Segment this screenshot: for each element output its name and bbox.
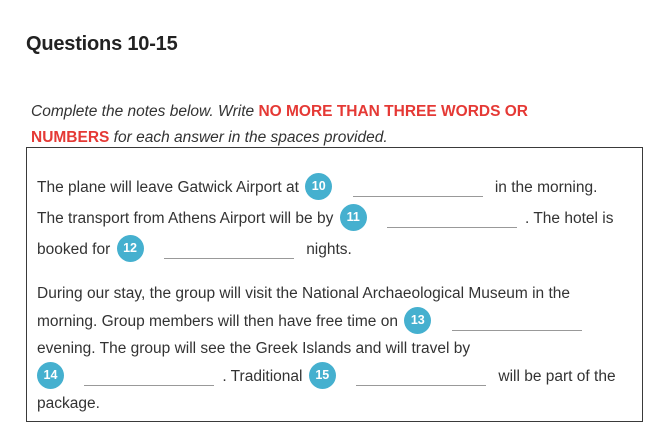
notes-line — [37, 172, 637, 203]
notes-paragraph-1 — [37, 172, 637, 265]
page-title: Questions 10-15 — [26, 33, 178, 55]
notes-line — [37, 234, 637, 265]
instructions — [31, 99, 631, 151]
answer-blank-15[interactable] — [356, 367, 486, 386]
question-number-12: 12 — [117, 235, 144, 262]
notes-line — [37, 280, 637, 308]
answer-blank-11[interactable] — [387, 209, 517, 228]
instructions-emphasis-2: NUMBERS — [31, 129, 110, 146]
instructions-emphasis-1: NO MORE THAN THREE WORDS OR — [258, 103, 528, 120]
notes-text: morning. Group members will then have free time on — [37, 312, 398, 330]
notes-line — [37, 363, 637, 391]
notes-text: will be part of the — [498, 367, 616, 385]
notes-text: package. — [37, 395, 100, 412]
notes-line — [37, 308, 637, 336]
notes-text: booked for — [37, 241, 111, 258]
question-number-14: 14 — [37, 362, 64, 389]
question-number-10: 10 — [305, 173, 332, 200]
notes-text: in the morning. — [494, 179, 598, 196]
question-number-15: 15 — [309, 362, 336, 389]
instructions-text-2: for each answer in the spaces provided. — [109, 129, 388, 146]
notes-line — [37, 203, 637, 234]
notes-box — [26, 147, 643, 422]
notes-text: . The hotel is — [524, 210, 614, 227]
answer-blank-13[interactable] — [452, 312, 582, 331]
notes-text: nights. — [306, 241, 352, 258]
notes-text: The plane will leave Gatwick Airport at — [37, 179, 299, 196]
notes-line — [37, 390, 637, 418]
notes-text: evening. The group will see the Greek Islands and will travel by — [37, 340, 471, 357]
notes-text: The transport from Athens Airport will be by — [37, 210, 334, 227]
notes-text: During our stay, the group will visit the National Archaeological Museum in the — [37, 285, 571, 302]
question-number-13: 13 — [404, 307, 431, 334]
notes-line — [37, 335, 637, 363]
instructions-text-1: Complete the notes below. Write — [31, 103, 259, 120]
notes-text: . Traditional — [222, 367, 303, 385]
answer-blank-14[interactable] — [84, 367, 214, 386]
answer-blank-10[interactable] — [353, 178, 483, 197]
answer-blank-12[interactable] — [164, 240, 294, 259]
notes-paragraph-2 — [37, 280, 637, 418]
question-number-11: 11 — [340, 204, 367, 231]
